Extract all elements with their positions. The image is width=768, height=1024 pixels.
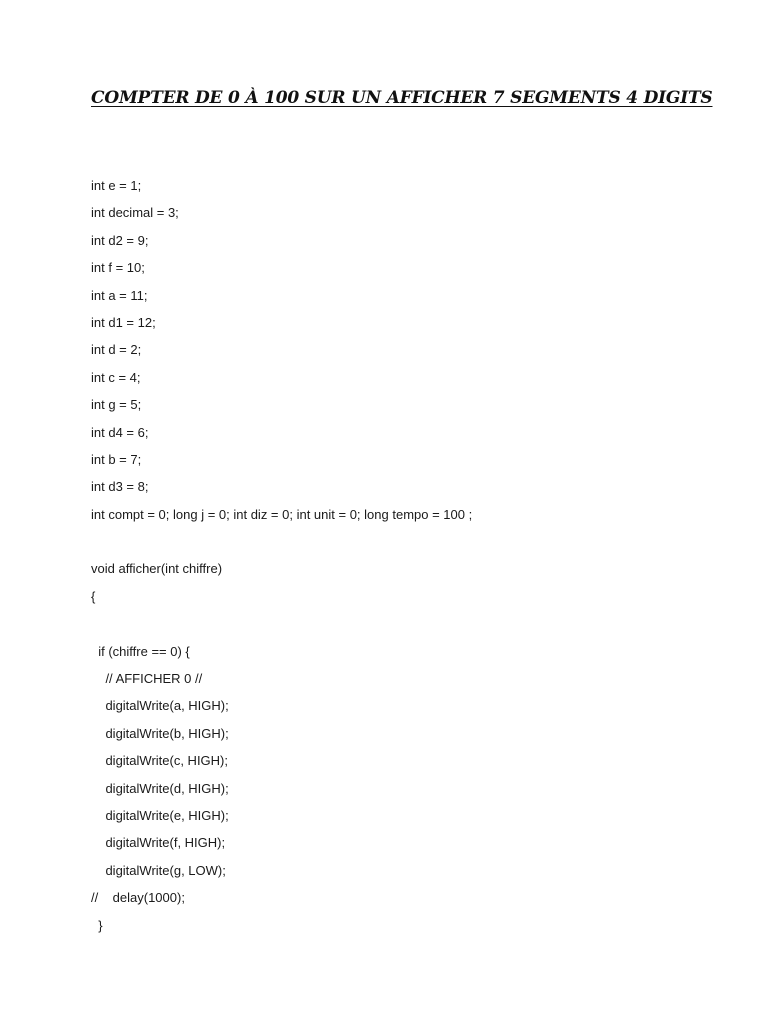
code-line: int f = 10; (91, 260, 145, 276)
code-line: // AFFICHER 0 // (91, 671, 203, 687)
code-line: // delay(1000); (91, 890, 185, 906)
code-line: digitalWrite(a, HIGH); (91, 698, 229, 714)
code-line: int b = 7; (91, 451, 142, 467)
code-line: { (91, 588, 96, 604)
code-blank-line (91, 610, 711, 637)
code-line: int d = 2; (91, 342, 142, 358)
code-line: int a = 11; (91, 287, 148, 303)
code-line: int e = 1; (91, 178, 142, 193)
code-line: digitalWrite(e, HIGH); (91, 807, 229, 823)
code-line: void afficher(int chiffre) (91, 561, 223, 577)
code-line: digitalWrite(c, HIGH); (91, 753, 229, 769)
code-line: int c = 4; (91, 369, 141, 385)
code-line: int d4 = 6; (91, 424, 149, 440)
code-line: digitalWrite(d, HIGH); (91, 780, 229, 796)
code-blank-line (91, 528, 711, 555)
code-line: int compt = 0; long j = 0; int diz = 0; int unit = 0; long tempo = 100 ; (91, 506, 473, 522)
code-block (91, 172, 711, 939)
code-line: } (91, 917, 103, 933)
code-line: int d1 = 12; (91, 314, 156, 330)
code-line: digitalWrite(b, HIGH); (91, 725, 229, 741)
page-title: COMPTER DE 0 À 100 SUR UN AFFICHER 7 SEGMENTS 4 DIGITS (91, 88, 713, 108)
code-line: digitalWrite(f, HIGH); (91, 835, 226, 851)
code-line: int decimal = 3; (91, 205, 179, 221)
code-line: digitalWrite(g, LOW); (91, 862, 226, 878)
code-line: int d2 = 9; (91, 232, 149, 248)
code-line: if (chiffre == 0) { (91, 643, 190, 659)
code-line: int g = 5; (91, 397, 142, 413)
code-line: int d3 = 8; (91, 479, 149, 495)
